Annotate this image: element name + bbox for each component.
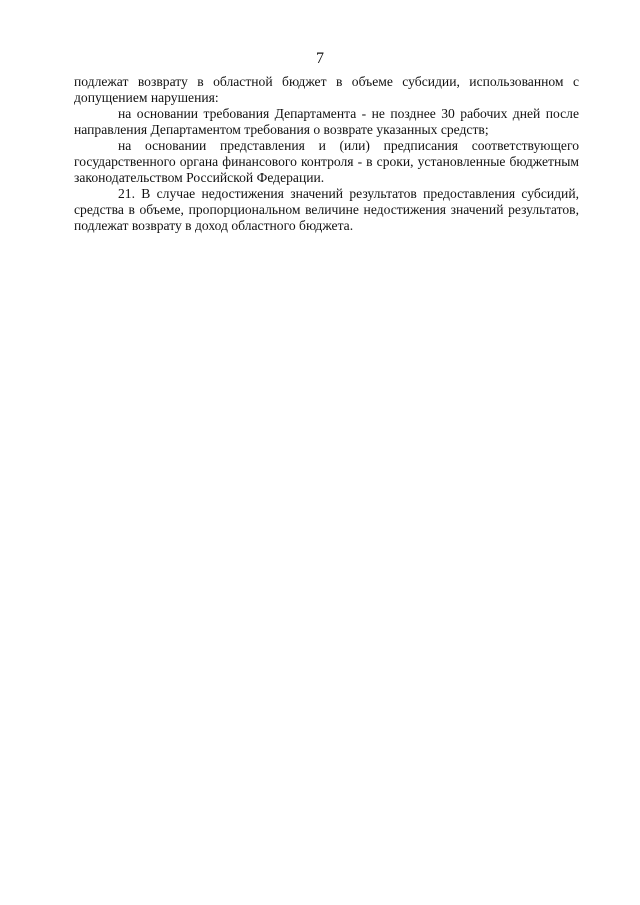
paragraph-financial-control: на основании представления и (или) предписания соответствующего государственного органа финансового контроля - в сроки, установленные бюджетным законодательством Российской Федерации.: [74, 138, 579, 185]
paragraph-department-requirement: на основании требования Департамента - не позднее 30 рабочих дней после направления Департаментом требования о возврате указанных средств;: [74, 106, 579, 137]
paragraph-item-21: 21. В случае недостижения значений результатов предоставления субсидий, средства в объеме, пропорциональном величине недостижения значений результатов, подлежат возврату в доход областного бюджета.: [74, 186, 579, 233]
body-text: [74, 74, 579, 234]
paragraph-return-violation: подлежат возврату в областной бюджет в объеме субсидии, использованном с допущением нарушения:: [74, 74, 579, 105]
page-number: 7: [316, 50, 324, 67]
